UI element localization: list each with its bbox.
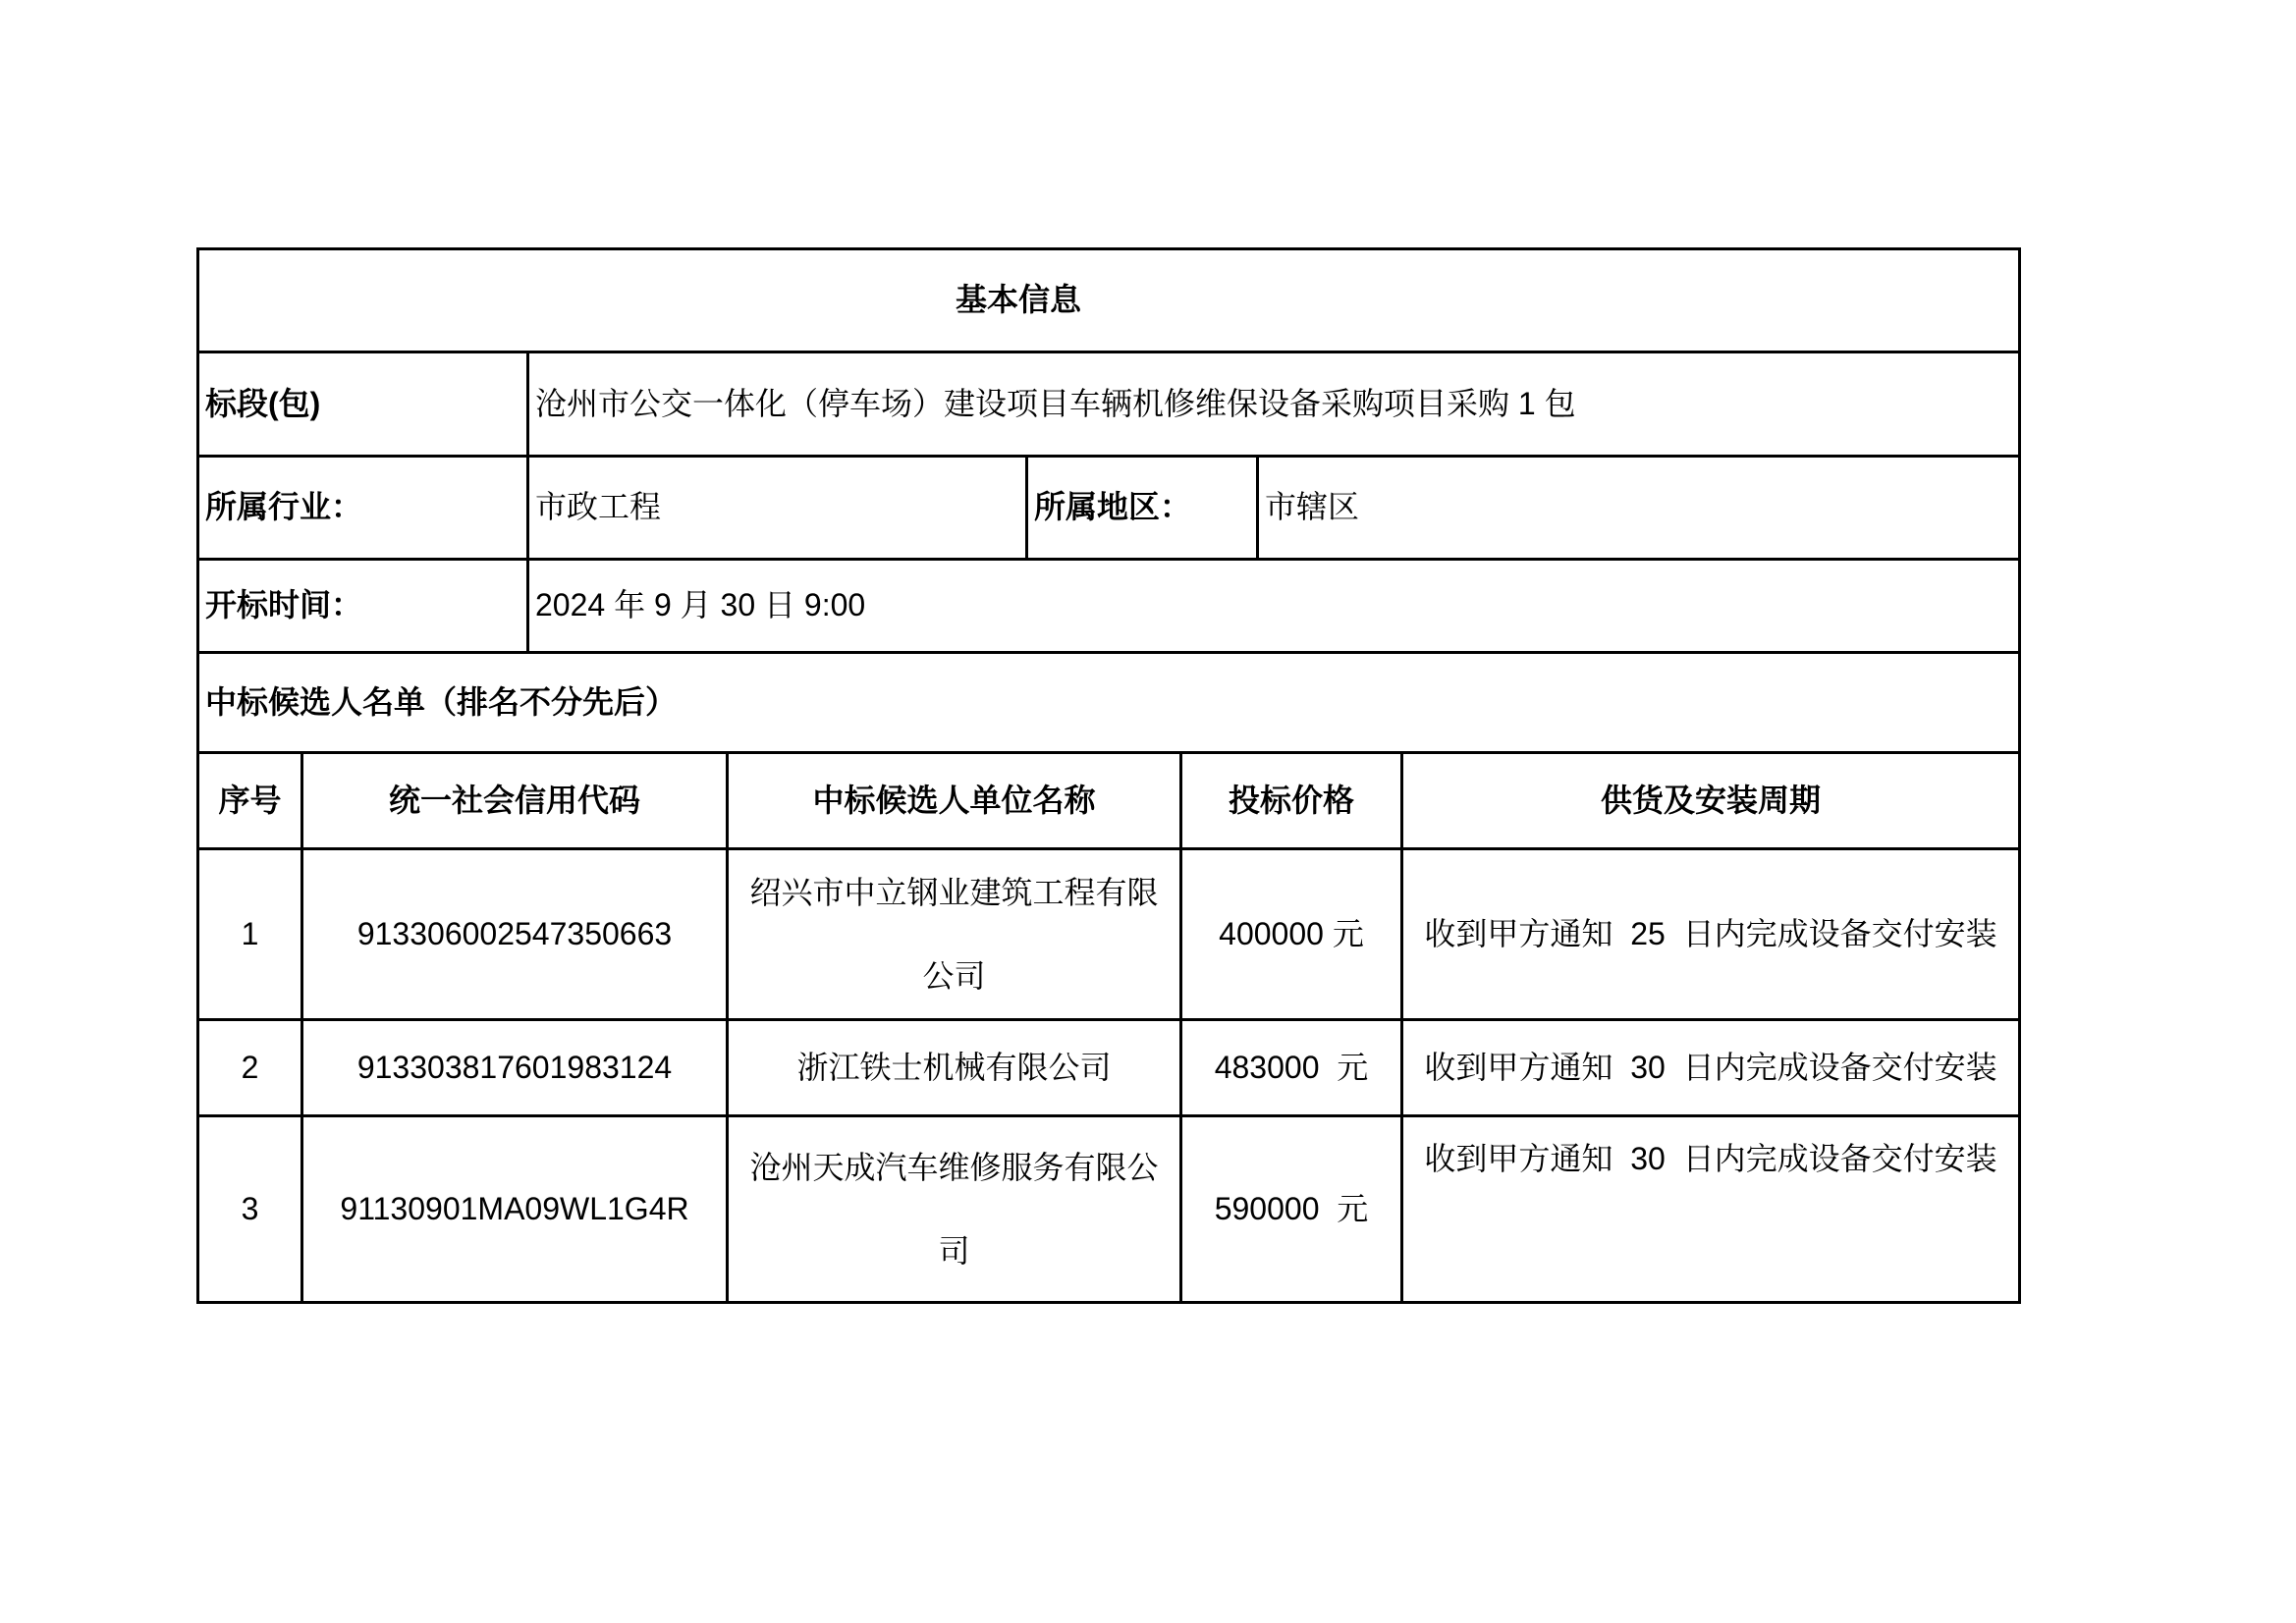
cell-name: 浙江铁士机械有限公司 xyxy=(728,1020,1181,1116)
section-label: 标段(包) xyxy=(198,352,528,457)
section-value: 沧州市公交一体化（停车场）建设项目车辆机修维保设备采购项目采购 1 包 xyxy=(528,352,2020,457)
header-seq: 序号 xyxy=(198,753,302,849)
industry-region-row xyxy=(198,457,2020,560)
candidate-row-3 xyxy=(198,1116,2020,1303)
cell-seq: 2 xyxy=(198,1020,302,1116)
cell-name: 绍兴市中立钢业建筑工程有限公司 xyxy=(728,849,1181,1020)
cell-price: 590000 元 xyxy=(1181,1116,1402,1303)
header-period: 供货及安装周期 xyxy=(1402,753,2020,849)
cell-name: 沧州天成汽车维修服务有限公司 xyxy=(728,1116,1181,1303)
industry-label: 所属行业： xyxy=(198,457,528,560)
candidate-row-2 xyxy=(198,1020,2020,1116)
region-label: 所属地区： xyxy=(1027,457,1258,560)
basic-info-title: 基本信息 xyxy=(198,249,2020,352)
cell-price: 400000 元 xyxy=(1181,849,1402,1020)
cell-period: 收到甲方通知 30 日内完成设备交付安装 xyxy=(1402,1116,2020,1303)
cell-price: 483000 元 xyxy=(1181,1020,1402,1116)
candidates-section-title: 中标候选人名单（排名不分先后） xyxy=(198,653,2020,753)
section-row xyxy=(198,352,2020,457)
open-time-value: 2024 年 9 月 30 日 9:00 xyxy=(528,560,2020,653)
candidates-title-row xyxy=(198,653,2020,753)
candidates-header-row xyxy=(198,753,2020,849)
cell-code: 91130901MA09WL1G4R xyxy=(302,1116,728,1303)
cell-seq: 1 xyxy=(198,849,302,1020)
header-price: 投标价格 xyxy=(1181,753,1402,849)
bid-result-table xyxy=(196,247,2021,1304)
header-code: 统一社会信用代码 xyxy=(302,753,728,849)
candidate-row-1 xyxy=(198,849,2020,1020)
region-value: 市辖区 xyxy=(1258,457,2020,560)
cell-code: 913303817601983124 xyxy=(302,1020,728,1116)
cell-seq: 3 xyxy=(198,1116,302,1303)
cell-code: 913306002547350663 xyxy=(302,849,728,1020)
open-time-row xyxy=(198,560,2020,653)
basic-info-title-row xyxy=(198,249,2020,352)
cell-period: 收到甲方通知 30 日内完成设备交付安装 xyxy=(1402,1020,2020,1116)
open-time-label: 开标时间： xyxy=(198,560,528,653)
industry-value: 市政工程 xyxy=(528,457,1027,560)
cell-period: 收到甲方通知 25 日内完成设备交付安装 xyxy=(1402,849,2020,1020)
header-name: 中标候选人单位名称 xyxy=(728,753,1181,849)
